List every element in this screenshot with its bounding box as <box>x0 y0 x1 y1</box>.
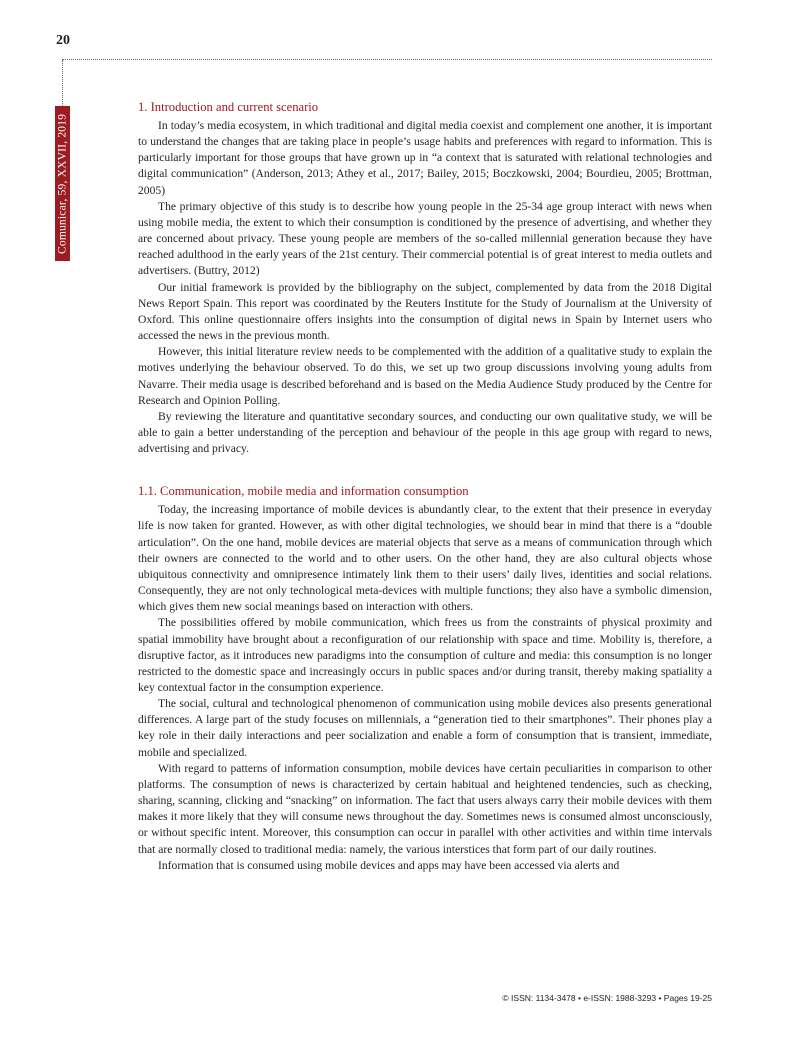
page-number: 20 <box>56 33 70 48</box>
paragraph: Today, the increasing importance of mobile devices is abundantly clear, to the extent that their presence in everyday life is now taken for granted. However, as with other digital technologies, we should bear in mind that there is a “double articulation”. On the one hand, mobile devices are material objects that serve as a means of communication through which their owners are connected to the world and to other users. On the other hand, they are also cultural objects whose ubiquitous connectivity and omnipresence intimately link them to their users’ daily lives, identities and social relations. Consequently, they are not only technological meta-devices with multiple functions; they also have a symbolic dimension, which gives them new social meanings based on interaction with others. <box>138 503 712 614</box>
article-body <box>138 99 712 874</box>
paragraph: The primary objective of this study is to describe how young people in the 25-34 age group interact with news when using mobile media, the extent to which their consumption is conditioned by the presence of advertising, and whether they are concerned about privacy. These young people are members of the so-called millennial generation because they have reached adulthood in the early years of the 21st century. Their commercial potential is of great interest to media outlets and advertisers. (Buttry, 2012) <box>138 199 712 278</box>
paragraph: In today’s media ecosystem, in which traditional and digital media coexist and complement one another, it is important to understand the changes that are taking place in people’s usage habits and preferences with regard to information. This is particularly important for those groups that have grown up in “a context that is saturated with relational technologies and digital communication” (Anderson, 2013; Athey et al., 2017; Bailey, 2015; Boczkowski, 2004; Bourdieu, 2005; Brottman, 2005) <box>138 119 712 197</box>
side-dotted-rule <box>62 60 63 108</box>
header-dotted-rule <box>62 59 712 60</box>
section-heading-mobile-media: 1.1. Communication, mobile media and information consumption <box>138 484 469 499</box>
section-heading-introduction: 1. Introduction and current scenario <box>138 100 319 114</box>
paragraph: However, this initial literature review needs to be complemented with the addition of a qualitative study to explain the motives underlying the behaviour observed. To do this, we set up two group discussions involving young adults from Navarre. Their media usage is described beforehand and is based on the Media Audience Study produced by the Centre for Research and Opinion Polling. <box>138 345 712 407</box>
journal-band-text: Comunicar, 59, XXVII, 2019 <box>56 113 69 254</box>
issn-footer: © ISSN: 1134-3478 • e-ISSN: 1988-3293 • Pages 19-25 <box>502 993 712 1003</box>
journal-side-band <box>55 106 70 261</box>
paragraph: Information that is consumed using mobile devices and apps may have been accessed via alerts and <box>158 858 620 872</box>
paragraph: By reviewing the literature and quantitative secondary sources, and conducting our own qualitative study, we will be able to gain a better understanding of the perception and behaviour of the people in this age group with regard to news, advertising and privacy. <box>138 409 712 456</box>
paragraph: The possibilities offered by mobile communication, which frees us from the constraints of physical proximity and spatial immobility have brought about a reconfiguration of our relationship with space and time. Mobility is, therefore, a disruptive factor, as it introduces new paradigms into the consumption of culture and media: this consumption is no longer restricted to the domestic space and increasingly occurs in public spaces and/or during transit, thereby making spatiality a key contextual factor in the consumption experience. <box>138 616 712 694</box>
paragraph: With regard to patterns of information consumption, mobile devices have certain peculiarities in comparison to other platforms. The consumption of news is characterized by certain habitual and heightened tendencies, such as checking, sharing, scanning, clicking and “snacking” on information. The fact that users always carry their mobile devices with them makes it more likely that they will consume news throughout the day. Sometimes news is consumed almost unconsciously, or without specific intent. Moreover, this consumption can occur in parallel with other activities and within time intervals that are normally closed to traditional media: namely, the various interstices that form part of our daily routines. <box>138 761 712 856</box>
paragraph: The social, cultural and technological phenomenon of communication using mobile devices also presents generational differences. A large part of the study focuses on millennials, a “generation tied to their smartphones”. Their phones play a key role in their daily interactions and peer socialization and enable a form of consumption that is transient, immediate, mobile and specialized. <box>138 697 712 759</box>
paragraph: Our initial framework is provided by the bibliography on the subject, complemented by data from the 2018 Digital News Report Spain. This report was coordinated by the Reuters Institute for the Study of Journalism at the University of Oxford. This online questionnaire offers insights into the consumption of digital news in Spain by Internet users who accessed the news in the previous month. <box>138 280 712 343</box>
